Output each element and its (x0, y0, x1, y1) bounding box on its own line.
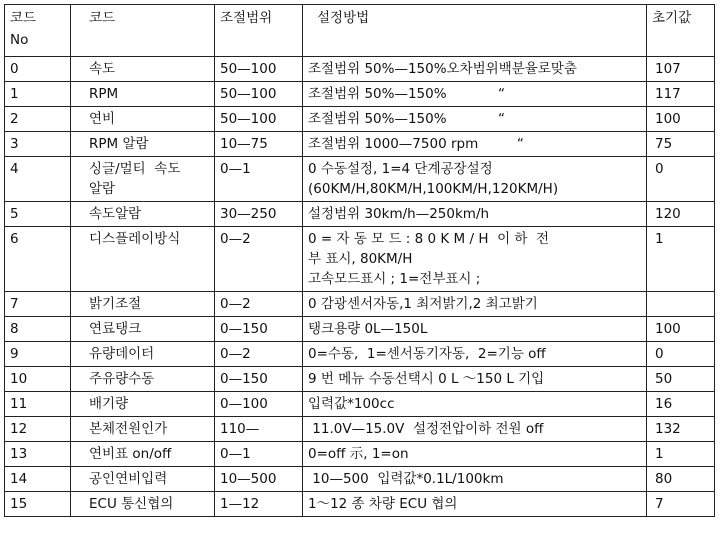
header-range: 조절범위 (215, 5, 303, 57)
table-row (5, 367, 715, 392)
table-row (5, 392, 715, 417)
cell-code-name: 본체전원인가 (71, 417, 215, 442)
table-row (5, 417, 715, 442)
cell-range: 0—2 (215, 342, 303, 367)
cell-range: 0—100 (215, 392, 303, 417)
cell-range: 0—2 (215, 227, 303, 292)
table-row (5, 107, 715, 132)
cell-code-no: 13 (5, 442, 71, 467)
cell-code-no: 12 (5, 417, 71, 442)
cell-range: 0—2 (215, 292, 303, 317)
cell-method: 조절범위 50%—150% “ (303, 82, 647, 107)
cell-default: 50 (647, 367, 715, 392)
cell-default: 100 (647, 107, 715, 132)
header-method: 설정방법 (303, 5, 647, 57)
cell-range: 0—150 (215, 367, 303, 392)
cell-code-no: 11 (5, 392, 71, 417)
cell-code-name: 연비 (71, 107, 215, 132)
cell-method: 조절범위 50%—150% “ (303, 107, 647, 132)
table-row (5, 292, 715, 317)
cell-default: 0 (647, 342, 715, 367)
cell-code-name: RPM (71, 82, 215, 107)
cell-code-name: 밝기조절 (71, 292, 215, 317)
cell-range: 0—1 (215, 157, 303, 202)
cell-code-no: 0 (5, 57, 71, 82)
cell-code-name: 싱글/멀티 속도 알람 (71, 157, 215, 202)
table-row (5, 442, 715, 467)
cell-default: 117 (647, 82, 715, 107)
cell-method: 조절범위 1000—7500 rpm “ (303, 132, 647, 157)
cell-method: 탱크용량 0L—150L (303, 317, 647, 342)
cell-method: 0 수동설정, 1=4 단계공장설정 (60KM/H,80KM/H,100KM/H,120KM/H) (303, 157, 647, 202)
cell-method: 조절범위 50%—150%오차범위백분율로맞춤 (303, 57, 647, 82)
table-header-row (5, 5, 715, 57)
table-row (5, 227, 715, 292)
header-default: 초기값 (647, 5, 715, 57)
cell-code-name: 배기량 (71, 392, 215, 417)
cell-default: 7 (647, 492, 715, 517)
header-code: 코드 (71, 5, 215, 57)
cell-code-no: 10 (5, 367, 71, 392)
cell-code-name: 공인연비입력 (71, 467, 215, 492)
cell-default: 1 (647, 442, 715, 467)
cell-range: 1—12 (215, 492, 303, 517)
table-row (5, 317, 715, 342)
cell-code-no: 2 (5, 107, 71, 132)
cell-range: 10—75 (215, 132, 303, 157)
cell-method: 10—500 입력값*0.1L/100km (303, 467, 647, 492)
cell-default: 80 (647, 467, 715, 492)
cell-range: 110— (215, 417, 303, 442)
table-row (5, 202, 715, 227)
table-row (5, 57, 715, 82)
cell-code-no: 1 (5, 82, 71, 107)
cell-method: 1～12 종 차량 ECU 협의 (303, 492, 647, 517)
cell-default (647, 292, 715, 317)
header-code-no: 코드 No (5, 5, 71, 57)
ecu-settings-table (4, 4, 715, 517)
cell-code-no: 3 (5, 132, 71, 157)
cell-method: 0 감광센서자동,1 최저밝기,2 최고밝기 (303, 292, 647, 317)
cell-code-name: 속도 (71, 57, 215, 82)
cell-code-name: ECU 통신협의 (71, 492, 215, 517)
cell-method: 설정범위 30km/h—250km/h (303, 202, 647, 227)
cell-range: 50—100 (215, 57, 303, 82)
table-row (5, 467, 715, 492)
cell-method: 11.0V—15.0V 설정전압이하 전원 off (303, 417, 647, 442)
cell-method: 입력값*100cc (303, 392, 647, 417)
table-body (5, 57, 715, 517)
cell-code-no: 14 (5, 467, 71, 492)
cell-range: 0—150 (215, 317, 303, 342)
table-row (5, 82, 715, 107)
cell-code-name: 주유량수동 (71, 367, 215, 392)
cell-method: 0 = 자 동 모 드 : 8 0 K M / H 이 하 전 부 표시, 80KM/H 고속모드표시 ; 1=전부표시 ; (303, 227, 647, 292)
cell-code-name: 연비표 on/off (71, 442, 215, 467)
cell-code-name: RPM 알람 (71, 132, 215, 157)
cell-default: 16 (647, 392, 715, 417)
table-row (5, 492, 715, 517)
table-row (5, 132, 715, 157)
cell-range: 0—1 (215, 442, 303, 467)
cell-method: 0=수동, 1=센서동기자동, 2=기능 off (303, 342, 647, 367)
cell-range: 10—500 (215, 467, 303, 492)
cell-default: 1 (647, 227, 715, 292)
cell-default: 120 (647, 202, 715, 227)
cell-code-no: 5 (5, 202, 71, 227)
cell-code-no: 6 (5, 227, 71, 292)
cell-default: 107 (647, 57, 715, 82)
cell-code-no: 4 (5, 157, 71, 202)
cell-code-name: 디스플레이방식 (71, 227, 215, 292)
cell-code-no: 7 (5, 292, 71, 317)
cell-code-no: 8 (5, 317, 71, 342)
table-row (5, 342, 715, 367)
cell-method: 9 번 메뉴 수동선택시 0 L ～150 L 기입 (303, 367, 647, 392)
cell-code-no: 9 (5, 342, 71, 367)
cell-code-name: 연료탱크 (71, 317, 215, 342)
table-row (5, 157, 715, 202)
cell-default: 100 (647, 317, 715, 342)
cell-range: 50—100 (215, 107, 303, 132)
cell-range: 50—100 (215, 82, 303, 107)
cell-code-name: 속도알람 (71, 202, 215, 227)
cell-range: 30—250 (215, 202, 303, 227)
cell-code-no: 15 (5, 492, 71, 517)
cell-default: 132 (647, 417, 715, 442)
cell-code-name: 유량데이터 (71, 342, 215, 367)
cell-default: 75 (647, 132, 715, 157)
cell-default: 0 (647, 157, 715, 202)
cell-method: 0=off 示, 1=on (303, 442, 647, 467)
